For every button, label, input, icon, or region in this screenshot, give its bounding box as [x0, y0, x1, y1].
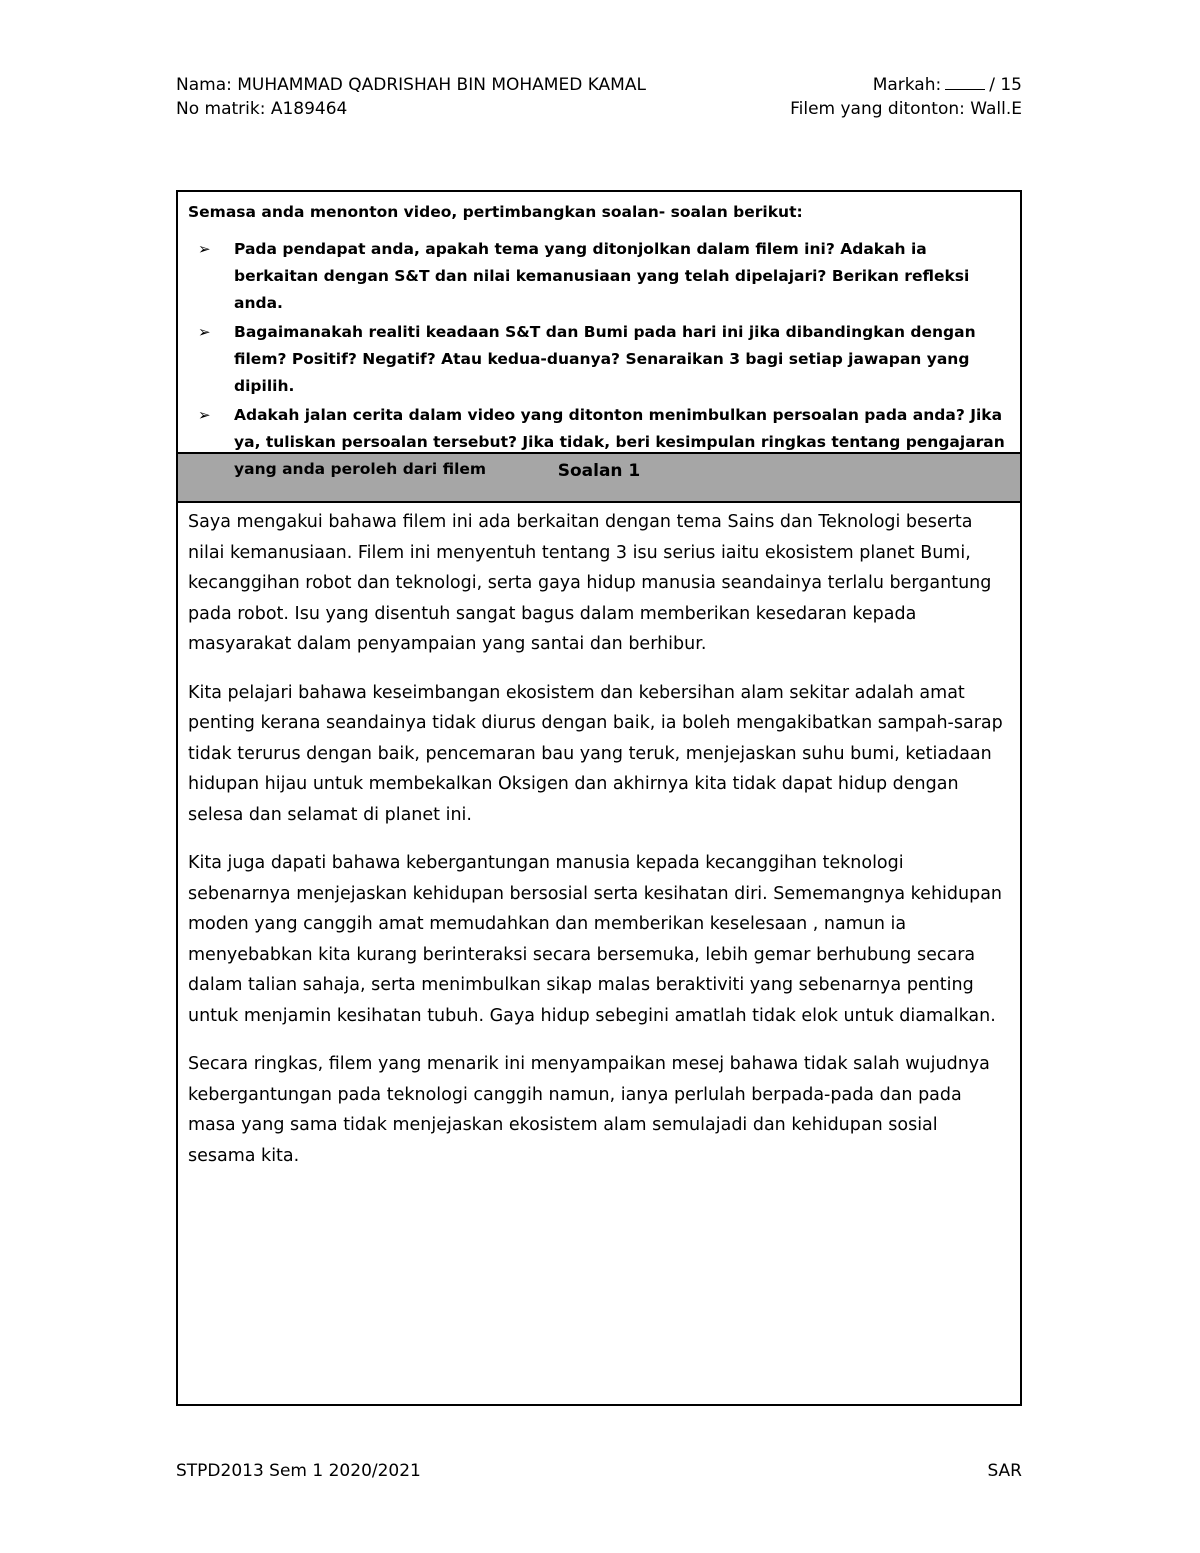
prompt-title: Semasa anda menonton video, pertimbangkan soalan- soalan berikut:: [188, 203, 803, 221]
worksheet-box: [176, 190, 1022, 1406]
film-watched: Filem yang ditonton: Wall.E: [790, 99, 1022, 119]
prompt-item-text: Bagaimanakah realiti keadaan S&T dan Bumi pada hari ini jika dibandingkan dengan filem? Positif? Negatif? Atau kedua-duanya? Senaraikan 3 bagi setiap jawapan yang dipilih.: [234, 323, 976, 395]
mark-info: [790, 73, 1022, 121]
mark-blank: [945, 73, 985, 90]
student-name: Nama: MUHAMMAD QADRISHAH BIN MOHAMED KAMAL: [176, 75, 646, 95]
student-info: [176, 73, 646, 121]
prompt-item-text: Adakah jalan cerita dalam video yang ditonton menimbulkan persoalan pada anda? Jika ya, tuliskan persoalan tersebut? Jika tidak, beri kesimpulan ringkas tentang pengajaran yang anda peroleh dari filem: [234, 406, 1005, 478]
arrow-bullet-icon: ➢: [198, 240, 211, 258]
prompt-item: [198, 236, 1010, 317]
answer-paragraph: Kita juga dapati bahawa kebergantungan manusia kepada kecanggihan teknologi sebenarnya menjejaskan kehidupan bersosial serta kesihatan diri. Sememangnya kehidupan moden yang canggih amat memudahkan dan memberikan keselesaan , namun ia menyebabkan kita kurang berinteraksi secara bersemuka, lebih gemar berhubung secara dalam talian sahaja, serta menimbulkan sikap malas beraktiviti yang sebenarnya penting untuk menjamin kesihatan tubuh. Gaya hidup sebegini amatlah tidak elok untuk diamalkan.: [188, 853, 1003, 1026]
prompt-item: [198, 319, 1010, 400]
answer-paragraph: Kita pelajari bahawa keseimbangan ekosistem dan kebersihan alam sekitar adalah amat penting kerana seandainya tidak diurus dengan baik, ia boleh mengakibatkan sampah-sarap tidak terurus dengan baik, pencemaran bau yang teruk, menjejaskan suhu bumi, ketiadaan hidupan hijau untuk membekalkan Oksigen dan akhirnya kita tidak dapat hidup dengan selesa dan selamat di planet ini.: [188, 682, 1003, 825]
answer-section: [178, 503, 1020, 1171]
question-heading: Soalan 1: [178, 454, 1020, 503]
footer-initials: SAR: [987, 1461, 1022, 1481]
arrow-bullet-icon: ➢: [198, 406, 211, 424]
arrow-bullet-icon: ➢: [198, 323, 211, 341]
mark-line: [790, 73, 1022, 97]
prompt-item: [198, 402, 1010, 483]
answer-paragraph: Secara ringkas, filem yang menarik ini menyampaikan mesej bahawa tidak salah wujudnya kebergantungan pada teknologi canggih namun, ianya perlulah berpada-pada dan pada masa yang sama tidak menjejaskan ekosistem alam semulajadi dan kehidupan sosial sesama kita.: [188, 1054, 990, 1166]
prompt-list: [188, 236, 1010, 483]
footer-course: STPD2013 Sem 1 2020/2021: [176, 1461, 421, 1481]
mark-total: / 15: [989, 75, 1022, 95]
prompt-item-text: Pada pendapat anda, apakah tema yang ditonjolkan dalam filem ini? Adakah ia berkaitan dengan S&T dan nilai kemanusiaan yang telah dipelajari? Berikan refleksi anda.: [234, 240, 970, 312]
answer-paragraph: Saya mengakui bahawa filem ini ada berkaitan dengan tema Sains dan Teknologi beserta nilai kemanusiaan. Filem ini menyentuh tentang 3 isu serius iaitu ekosistem planet Bumi, kecanggihan robot dan teknologi, serta gaya hidup manusia seandainya terlalu bergantung pada robot. Isu yang disentuh sangat bagus dalam memberikan kesedaran kepada masyarakat dalam penyampaian yang santai dan berhibur.: [188, 512, 992, 654]
matric-number: No matrik: A189464: [176, 99, 348, 119]
mark-label: Markah:: [872, 75, 942, 95]
